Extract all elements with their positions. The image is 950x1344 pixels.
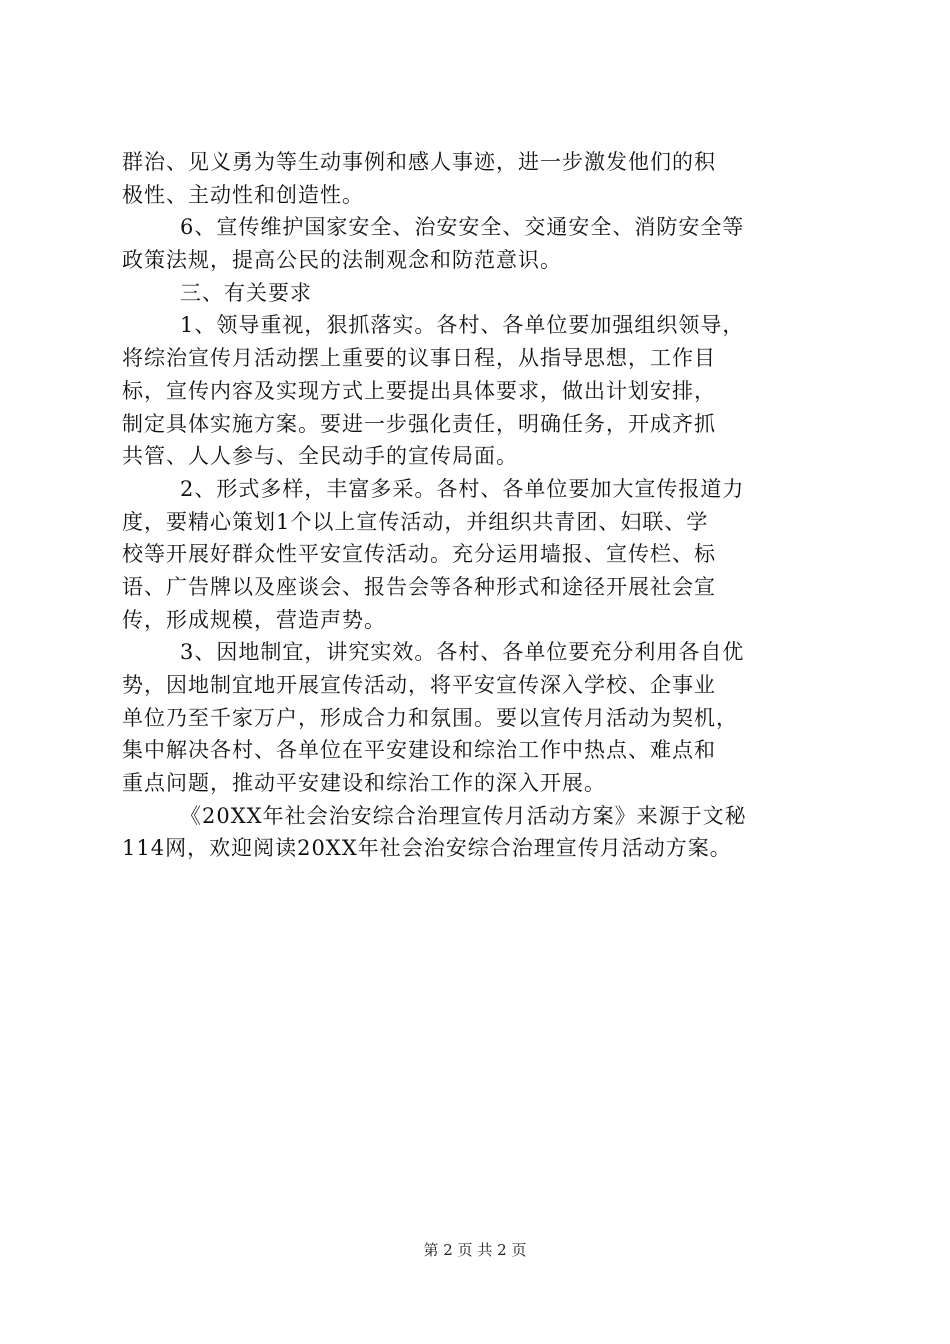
page-number-footer: 第 2 页 共 2 页: [423, 1241, 527, 1259]
source-note-line: 114网，欢迎阅读20XX年社会治安综合治理宣传月活动方案。: [122, 836, 732, 861]
paragraph-line: 制定具体实施方案。要进一步强化责任，明确任务，开成齐抓: [122, 411, 716, 436]
paragraph-line: 单位乃至千家万户，形成合力和氛围。要以宣传月活动为契机，: [122, 705, 738, 730]
paragraph-line: 重点问题，推动平安建设和综治工作的深入开展。: [122, 771, 606, 796]
paragraph-line: 群治、见义勇为等生动事例和感人事迹，进一步激发他们的积: [122, 150, 716, 174]
source-note-line: 《20XX年社会治安综合治理宣传月活动方案》来源于文秘: [180, 803, 747, 828]
paragraph-line: 政策法规，提高公民的法制观念和防范意识。: [122, 248, 562, 273]
paragraph-line: 标，宣传内容及实现方式上要提出具体要求，做出计划安排，: [122, 378, 716, 403]
paragraph-line: 语、广告牌以及座谈会、报告会等各种形式和途径开展社会宣: [122, 574, 716, 599]
paragraph-line: 校等开展好群众性平安宣传活动。充分运用墙报、宣传栏、标: [122, 542, 716, 567]
section-heading: 三、有关要求: [180, 280, 312, 305]
paragraph-line: 6、宣传维护国家安全、治安安全、交通安全、消防安全等: [180, 215, 745, 240]
paragraph-line: 将综治宣传月活动摆上重要的议事日程，从指导思想，工作目: [122, 346, 716, 371]
paragraph-line: 传，形成规模，营造声势。: [122, 607, 386, 632]
paragraph-line: 2、形式多样，丰富多采。各村、各单位要加大宣传报道力: [180, 476, 745, 501]
paragraph-line: 极性、主动性和创造性。: [122, 182, 364, 207]
paragraph-line: 共管、人人参与、全民动手的宣传局面。: [122, 444, 518, 469]
paragraph-line: 势，因地制宜地开展宣传活动，将平安宣传深入学校、企事业: [122, 673, 716, 697]
paragraph-line: 集中解决各村、各单位在平安建设和综治工作中热点、难点和: [122, 738, 716, 763]
paragraph-line: 1、领导重视，狠抓落实。各村、各单位要加强组织领导，: [180, 313, 745, 338]
document-body: [122, 146, 836, 865]
paragraph-line: 度，要精心策划1个以上宣传活动，并组织共青团、妇联、学: [122, 509, 709, 534]
paragraph-line: 3、因地制宜，讲究实效。各村、各单位要充分利用各自优: [180, 640, 745, 665]
